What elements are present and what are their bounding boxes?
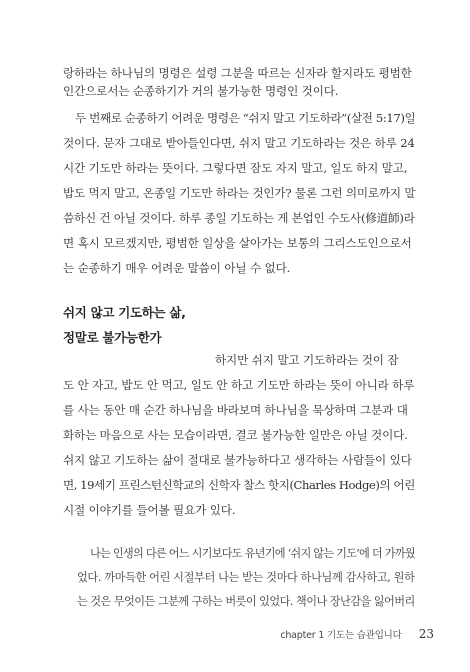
paragraph-1-line-1: 랑하라는 하나님의 명령은 설령 그분을 따르는 신자라 할지라도 평범한 xyxy=(63,66,412,80)
paragraph-3-line-1: 하지만 쉬지 말고 기도하라는 것이 잠 xyxy=(215,353,399,367)
paragraph-3-line-4: 화하는 마음으로 사는 모습이라면, 결코 불가능한 일만은 아닐 것이다. xyxy=(63,428,408,442)
quote-line-3: 는 것은 무엇이든 그분께 구하는 버릇이 있었다. 책이나 장난감을 잃어버리 xyxy=(77,595,415,608)
paragraph-2-line-7: 는 순종하기 매우 어려운 말씀이 아닐 수 없다. xyxy=(63,261,291,275)
paragraph-3-line-3: 를 사는 동안 매 순간 하나님을 바라보며 하나님을 묵상하며 그분과 대 xyxy=(63,403,408,417)
section-heading-line-1: 쉬지 않고 기도하는 삶, xyxy=(63,305,186,320)
paragraph-3-line-7: 시절 이야기를 들어볼 필요가 있다. xyxy=(63,503,236,517)
paragraph-1-line-2: 인간으로서는 순종하기가 거의 불가능한 명령인 것이다. xyxy=(63,84,339,98)
section-heading-line-2: 정말로 불가능한가 xyxy=(63,330,162,345)
paragraph-3-line-2: 도 안 자고, 밥도 안 먹고, 일도 안 하고 기도만 하라는 뜻이 아니라 하루 xyxy=(63,378,415,392)
paragraph-2-line-1: 두 번째로 순종하기 어려운 명령은 “쉬지 말고 기도하라”(살전 5:17)일 xyxy=(75,111,416,125)
quote-line-1: 나는 인생의 다른 어느 시기보다도 유년기에 ‘쉬지 않는 기도’에 더 가까웠 xyxy=(90,547,415,560)
paragraph-3-line-5: 쉬지 않고 기도하는 삶이 절대로 불가능하다고 생각하는 사람들이 있다 xyxy=(63,453,412,467)
quote-line-2: 었다. 까마득한 어린 시절부터 나는 받는 것마다 하나님께 감사하고, 원하 xyxy=(77,571,415,584)
page-footer xyxy=(280,623,434,642)
paragraph-3-line-6: 면, 19세기 프린스턴신학교의 신학자 찰스 핫지(Charles Hodge)의 어린 xyxy=(63,478,415,492)
paragraph-2-line-5: 씀하신 건 아닐 것이다. 하루 종일 기도하는 게 본업인 수도사(修道師)라 xyxy=(63,211,415,225)
paragraph-2-line-6: 면 혹시 모르겠지만, 평범한 일상을 살아가는 보통의 그리스도인으로서 xyxy=(63,236,412,250)
paragraph-2-line-3: 시간 기도만 하라는 뜻이다. 그렇다면 잠도 자지 말고, 일도 하지 말고, xyxy=(63,161,408,175)
paragraph-2-line-4: 밥도 먹지 말고, 온종일 기도만 하라는 것인가? 물론 그런 의미로까지 말 xyxy=(63,186,416,200)
chapter-running-head: chapter 1 기도는 습관입니다 xyxy=(280,630,402,641)
page-number: 23 xyxy=(418,627,434,641)
paragraph-2-line-2: 것이다. 문자 그대로 받아들인다면, 쉬지 말고 기도하라는 것은 하루 24 xyxy=(63,136,415,150)
